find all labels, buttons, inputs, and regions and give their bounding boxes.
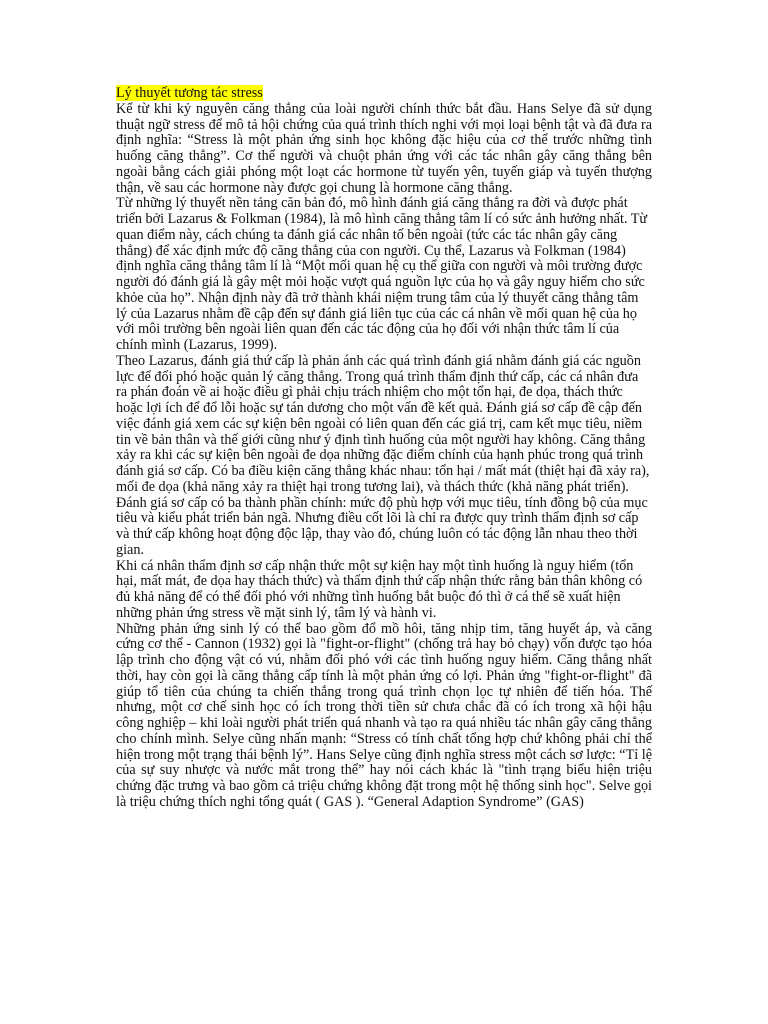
paragraph-secondary-appraisal: Theo Lazarus, đánh giá thứ cấp là phản ánh các quá trình đánh giá nhằm đánh giá các nguồn lực để đối phó hoặc quản lý căng thẳng. Trong quá trình thẩm định thứ cấp, các cá nhân đưa ra phán đoán về ai hoặc điều gì phải chịu trách nhiệm cho một tổn hại, đe dọa, thách thức hoặc lợi ích để đổ lỗi hoặc sự tán dương cho một vấn đề kết quả. Đánh giá sơ cấp đề cập đến việc đánh giá xem các sự kiện bên ngoài có liên quan đến các giá trị, cam kết mục tiêu, niềm tin về bản thân và thế giới cũng như ý định tình huống của một người hay không. Căng thẳng xảy ra khi các sự kiện bên ngoài đe dọa những đặc điểm chính của hạnh phúc trong quá trình đánh giá sơ cấp. Có ba điều kiện căng thẳng khác nhau: tổn hại / mất mát (thiệt hại đã xảy ra), mối đe dọa (khả năng xảy ra thiệt hại trong tương lai), và thách thức (khả năng phát triển). Đánh giá sơ cấp có ba thành phần chính: mức độ phù hợp với mục tiêu, tính đồng bộ của mục tiêu và kiểu phát triển bản ngã. Nhưng điều cốt lõi là chỉ ra được quy trình thẩm định sơ cấp và thứ cấp không hoạt động độc lập, thay vào đó, chúng luôn có tác động lẫn nhau theo thời gian.: [116, 352, 650, 558]
document-title: [116, 86, 652, 102]
document-page: [116, 86, 652, 811]
paragraph-lazarus-folkman: Từ những lý thuyết nền tảng căn bản đó, mô hình đánh giá căng thẳng ra đời và được phát triển bởi Lazarus & Folkman (1984), là mô hình căng thẳng tâm lí có sức ảnh hưởng nhất. Từ quan điểm này, cách chúng ta đánh giá các nhân tố bên ngoài (tức các tác nhân gây căng thẳng) để xác định mức độ căng thẳng của con người. Cụ thể, Lazarus và Folkman (1984) định nghĩa căng thẳng tâm lí là “Một mối quan hệ cụ thể giữa con người và môi trường được người đó đánh giá là gây mệt mỏi hoặc vượt quá nguồn lực của họ và gây nguy hiểm cho sức khỏe của họ”. Nhận định này đã trở thành khái niệm trung tâm của lý thuyết căng thẳng tâm lý của Lazarus nhằm đề cập đến sự đánh giá liên tục của các cá nhân về mối quan hệ của họ với môi trường bên ngoài liên quan đến các tác động của họ đối với nhận thức tâm lí của chính mình (Lazarus, 1999).: [116, 195, 648, 353]
paragraph-selye-intro: Kể từ khi kỷ nguyên căng thẳng của loài người chính thức bắt đầu. Hans Selye đã sử dụng thuật ngữ stress để mô tả hội chứng của quá trình thích nghi với mọi loại bệnh tật và đã đưa ra định nghĩa: “Stress là một phản ứng sinh học không đặc hiệu của cơ thể trước những tình huống căng thẳng”. Cơ thể người và chuột phản ứng với các tác nhân gây căng thẳng bên ngoài bằng cách giải phóng một loạt các hormone từ tuyến yên, tuyến giáp và tuyến thượng thận, về sau các hormone này được gọi chung là hormone căng thẳng.: [116, 100, 652, 196]
title-highlight: Lý thuyết tương tác stress: [116, 85, 263, 101]
paragraph-stress-reactions: Khi cá nhân thẩm định sơ cấp nhận thức một sự kiện hay một tình huống là nguy hiểm (tổn hại, mất mát, đe dọa hay thách thức) và thẩm định thứ cấp nhận thức rằng bản thân không có đủ khả năng để có thể đối phó với những tình huống bắt buộc đó thì ở cá thể sẽ xuất hiện những phản ứng stress về mặt sinh lý, tâm lý và hành vi.: [116, 557, 643, 621]
paragraph-physiological-reactions: Những phản ứng sinh lý có thể bao gồm đổ mồ hôi, tăng nhịp tim, tăng huyết áp, và căng cứng cơ thể - Cannon (1932) gọi là "fight-or-flight" (chống trả hay bỏ chạy) vốn được tạo hóa lập trình cho động vật có vú, nhằm đối phó với các tình huống nguy hiểm. Căng thẳng nhất thời, hay còn gọi là căng thẳng cấp tính là một phản ứng có lợi. Phản ứng "fight-or-flight" đã giúp tổ tiên của chúng ta chiến thắng trong quá trình chọn lọc tự nhiên để tiến hóa. Thế nhưng, một cơ chế sinh học có ích trong thời tiền sử chưa chắc đã có ích trong xã hội hậu công nghiệp – khi loài người phát triển quá nhanh và tạo ra quá nhiều tác nhân gây căng thẳng cho chính mình. Selye cũng nhấn mạnh: “Stress có tính chất tổng hợp chứ không phải chỉ thể hiện trong một trạng thái bệnh lý”. Hans Selye cũng định nghĩa stress một cách sơ lược: “Tỉ lệ của sự suy nhược và nước mắt trong thể” hay nói cách khác là "tình trạng biểu hiện triệu chứng đặc trưng và bao gồm cả triệu chứng không đặt trong một hệ thống sinh học". Selve gọi là triệu chứng thích nghi tổng quát ( GAS ). “General Adaption Syndrome” (GAS): [116, 620, 652, 810]
